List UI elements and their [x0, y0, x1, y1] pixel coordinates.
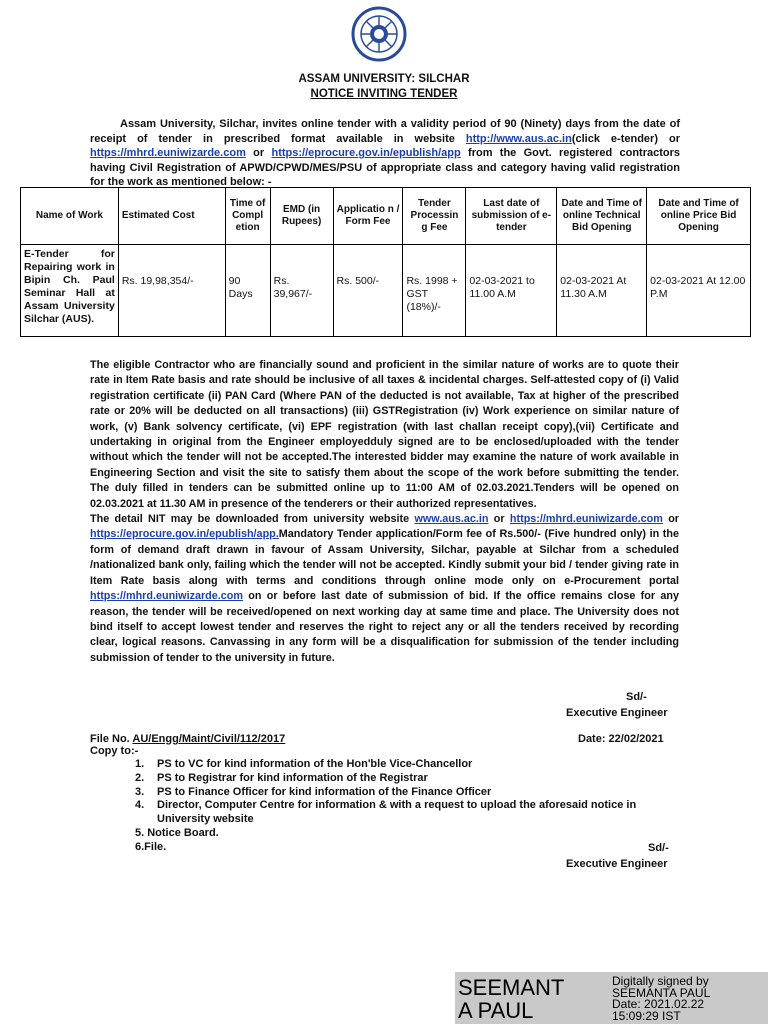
- list-number: 3.: [135, 785, 145, 798]
- table-row: [21, 245, 751, 337]
- signatory-designation: Executive Engineer: [566, 707, 668, 719]
- col-estimated-cost: Estimated Cost: [118, 188, 225, 245]
- intro-text-3: or: [245, 147, 272, 160]
- col-emd: EMD (in Rupees): [270, 188, 333, 245]
- signature-info-line: 15:09:29 IST: [612, 1008, 681, 1023]
- nit-aus-link[interactable]: www.aus.ac.in: [414, 513, 489, 526]
- signature-block-2: [566, 840, 669, 872]
- notice-date: Date: 22/02/2021: [578, 733, 664, 745]
- col-price-bid: Date and Time of online Price Bid Opening: [647, 188, 751, 245]
- list-item: [135, 786, 680, 800]
- nit-text-e: on or before last date of submission of bid. If the office remains close for any reason, the tender will be received/opened on next working day at same time and place. The University does not bind itself to accept lowest tender and reserves the right to reject any or all the tenders received by recording clear, logical reasons. Canvassing in any form will be a disqualification for submission of the tender including submission of tender to the university in future.: [90, 590, 679, 664]
- list-text: PS to Registrar for kind information of the Registrar: [157, 771, 428, 784]
- eprocure-link[interactable]: https://eprocure.gov.in/epublish/app: [271, 147, 461, 160]
- signature-name-line: SEEMANT: [458, 975, 565, 1000]
- list-number: 1.: [135, 758, 145, 770]
- notice-title: NOTICE INVITING TENDER: [310, 88, 458, 100]
- university-seal-logo: [351, 6, 407, 62]
- terms-paragraph-1: The eligible Contractor who are financially sound and proficient in the similar nature of works are to quote their rate in Item Rate basis and rate should be inclusive of all taxes & incidental charges. Self-attested copy of (i) Valid registration certificate (ii) PAN Card (Where PAN of the deducted is not available, Tax at higher of the prescribed rate or 20% will be deducted on all transactions) (iii) GSTRegistration (iv) Work experience on similar nature of work, (v) Bank solvency certificate, (vi) EPF registration (with last challan receipt copy),(vii) Certificate and undertaking in original from the Engineer employedduly signed are to be enclosed/uploaded with the tender without which the tender will not be accepted.The interested bidder may examine the nature of work available in Engineering Section and visit the site to satisfy them about the scope of the work before submitting the tender. The duly filled in tenders can be submitted online up to 11:00 AM of 02.03.2021.Tenders will be opened on 02.03.2021 at 11.30 AM in presence of the tenderers or their authorized representatives.: [90, 359, 679, 510]
- nit-text-c: or: [662, 513, 680, 526]
- list-number: 4.: [135, 799, 145, 812]
- signatory-designation: Executive Engineer: [566, 858, 668, 870]
- signature-info-line: Digitally signed by: [612, 974, 709, 988]
- cell-price-bid: 02-03-2021 At 12.00 P.M: [647, 245, 751, 337]
- nit-text-b: or: [488, 513, 510, 526]
- col-name-of-work: Name of Work: [21, 188, 119, 245]
- terms-body: [90, 358, 679, 666]
- list-text: PS to Finance Officer for kind information of the Finance Officer: [157, 785, 492, 798]
- sd-mark: Sd/-: [648, 842, 669, 854]
- intro-text-1: Assam University, Silchar, invites online tender with a validity period of 90 (Ninety) days from the date of receipt of tender in prescribed format available in website: [90, 118, 680, 145]
- file-number: [90, 733, 285, 745]
- list-text: PS to VC for kind information of the Hon'ble Vice-Chancellor: [157, 758, 473, 770]
- signature-info-line: SEEMANTA PAUL: [612, 985, 711, 1000]
- cell-estimated-cost: Rs. 19,98,354/-: [118, 245, 225, 337]
- list-text: Director, Computer Centre for information & with a request to upload the aforesaid notice in University website: [157, 799, 637, 826]
- copy-to-heading: Copy to:-: [90, 745, 139, 757]
- signature-name-line: A PAUL: [458, 998, 534, 1023]
- file-number-value: AU/Engg/Maint/Civil/112/2017: [132, 733, 286, 745]
- copy-item-notice-board: 5. Notice Board.: [135, 827, 219, 839]
- file-label: File No.: [90, 733, 133, 745]
- cell-processing-fee: Rs. 1998 + GST (18%)/-: [403, 245, 466, 337]
- euniwizarde-link[interactable]: https://mhrd.euniwizarde.com: [90, 147, 246, 160]
- cell-technical-bid: 02-03-2021 At 11.30 A.M: [557, 245, 647, 337]
- col-form-fee: Applicatio n / Form Fee: [333, 188, 403, 245]
- tender-table: [20, 187, 751, 337]
- nit-eprocure-link[interactable]: https://eprocure.gov.in/epublish/app.: [90, 528, 279, 541]
- col-processing-fee: Tender Processin g Fee: [403, 188, 466, 245]
- list-item: [135, 772, 680, 786]
- cell-form-fee: Rs. 500/-: [333, 245, 403, 337]
- copy-list: [135, 758, 680, 827]
- list-item: [135, 758, 680, 772]
- signature-block-1: [566, 689, 668, 721]
- university-title: ASSAM UNIVERSITY: SILCHAR: [298, 73, 470, 85]
- col-last-date: Last date of submission of e-tender: [466, 188, 557, 245]
- cell-last-date: 02-03-2021 to 11.00 A.M: [466, 245, 557, 337]
- col-time-of-completion: Time of Compl etion: [225, 188, 270, 245]
- copy-item-file: 6.File.: [135, 841, 167, 853]
- intro-text-2: (click e-tender) or: [571, 132, 680, 145]
- intro-text-4: from the Govt. registered contractors having Civil Registration of APWD/CPWD/MES/PSU of appropriate class and category having valid registration for the work as mentioned below: -: [90, 147, 680, 189]
- signature-info-line: Date: 2021.02.22: [612, 997, 705, 1011]
- cell-time-of-completion: 90 Days: [225, 245, 270, 337]
- aus-website-link[interactable]: http://www.aus.ac.in: [465, 132, 572, 145]
- intro-paragraph: [90, 117, 680, 190]
- terms-paragraph-2: [90, 512, 679, 666]
- table-header-row: [21, 188, 751, 245]
- col-technical-bid: Date and Time of online Technical Bid Opening: [557, 188, 647, 245]
- nit-text-a: The detail NIT may be downloaded from university website: [90, 513, 415, 526]
- digital-signature-info: [612, 976, 710, 1022]
- nit-text-d: Mandatory Tender application/Form fee of Rs.500/- (Five hundred only) in the form of demand draft drawn in favour of Assam University, Silchar, payable at Silchar from a scheduled /nationalized bank only, failing which the tender will not be accepted. Kindly submit your bid / tender giving rate in Item Rate basis along with terms and conditions through online mode only on e-Procurement portal: [90, 528, 679, 587]
- cell-name-of-work: E-Tender for Repairing work in Bipin Ch. Paul Seminar Hall at Assam University Silchar (AUS).: [21, 245, 119, 337]
- sd-mark: Sd/-: [626, 691, 647, 703]
- list-number: 2.: [135, 771, 145, 784]
- nit-euniwizarde-link[interactable]: https://mhrd.euniwizarde.com: [509, 513, 663, 526]
- cell-emd: Rs. 39,967/-: [270, 245, 333, 337]
- digital-signature-name: [458, 976, 564, 1022]
- portal-euniwizarde-link[interactable]: https://mhrd.euniwizarde.com: [90, 590, 243, 603]
- list-item: [135, 799, 680, 827]
